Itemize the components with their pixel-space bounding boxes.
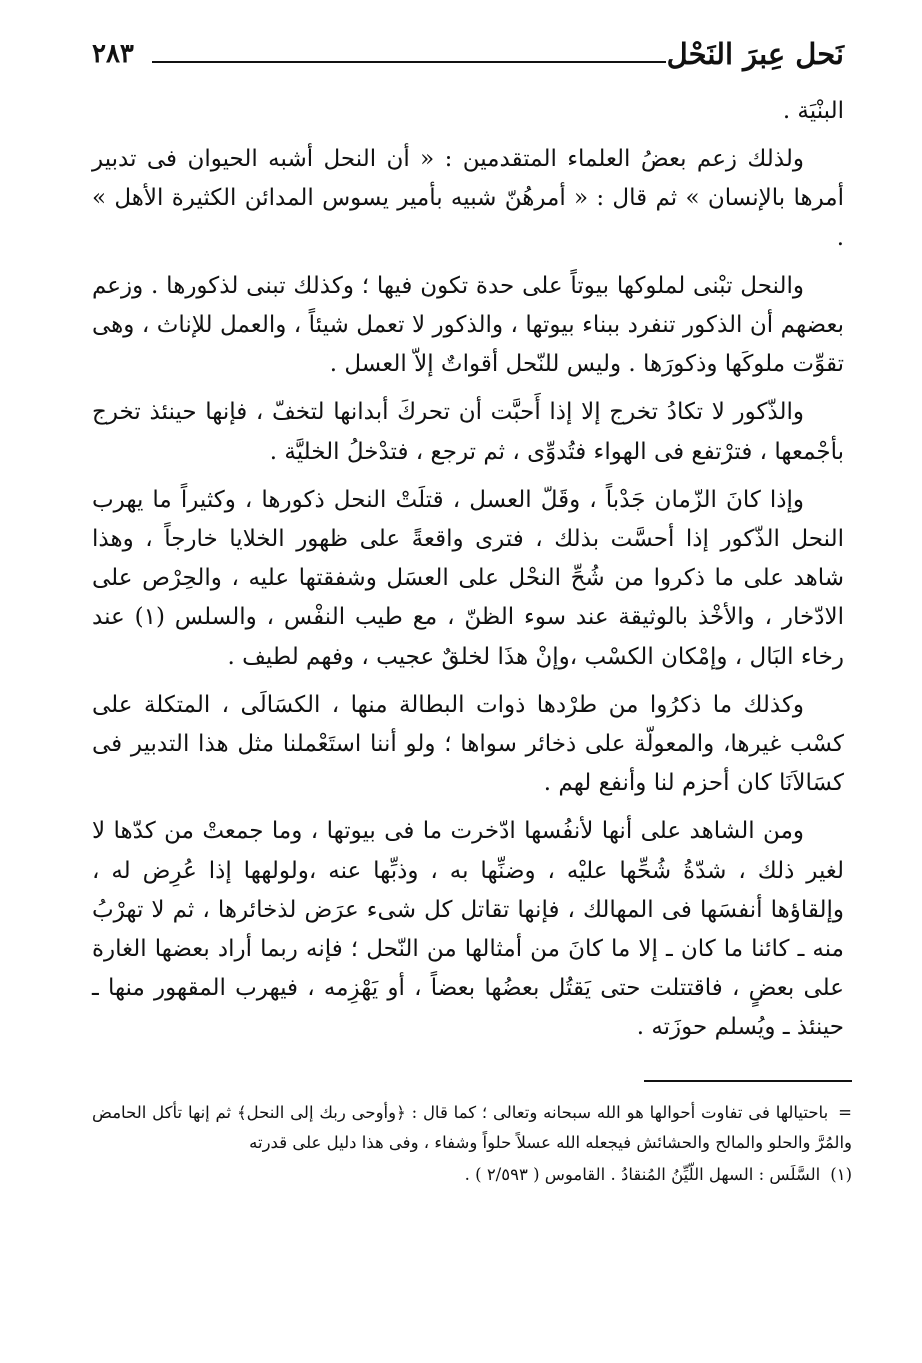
footnote-separator (644, 1080, 852, 1082)
footnote-text: السَّلَس : السهل اللّيِّنُ المُنقادُ . القاموس ( ٢/٥٩٣ ) . (464, 1165, 821, 1184)
paragraph: وإذا كانَ الزّمان جَدْباً ، وقَلّ العسل ، قتلَتْ النحل ذكورها ، وكثيراً ما يهرب النحل الذّكور إذا أحسَّت بذلك ، فترى واقعةً على ظهور الخلايا خارجاً ، وهذا شاهد على ما ذكروا من شُحِّ النحْل على العسَل وشفقتها عليه ، والحِرْص على الادّخار ، والأخْذ بالوثيقة عند سوء الظنّ ، مع طيب النفْس ، والسلس (١) عند رخاء البَال ، وإمْكان الكسْب ،وإنْ هذَا لخلقٌ عجيب ، وفهم لطيف . (92, 486, 844, 670)
paragraph: والنحل تبْنى لملوكها بيوتاً على حدة تكون فيها ؛ وكذلك تبنى لذكورها . وزعم بعضهم أن الذكور تنفرد ببناء بيوتها ، والذكور لا تعمل شيئاً ، والعمل للإناث ، وهى تقوِّت ملوكَها وذكورَها . وليس للنّحل أقواتٌ إلاّ العسل . (92, 272, 844, 378)
paragraph: والذّكور لا تكادُ تخرج إلا إذا أَحبَّت أن تحركَ أبدانها لتخفّ ، فإنها حينئذ تخرج بأجْمعها ، فترْتفع فى الهواء فتُدوِّى ، ثم ترجع ، فتدْخلُ الخليَّة . (92, 399, 844, 465)
header-rule (152, 61, 666, 63)
footnotes (92, 1098, 852, 1192)
running-title: نَحل عِبرَ النَحْل (666, 37, 844, 71)
footnote-marker: (١) (830, 1165, 852, 1184)
footnote-continuation (92, 1098, 852, 1158)
footnote-item (92, 1160, 852, 1190)
running-header (92, 34, 844, 78)
paragraph: ومن الشاهد على أنها لأنفُسها ادّخرت ما فى بيوتها ، وما جمعتْ من كدّها لا لغير ذلك ، شدّةُ شُحِّها عليْه ، وضنِّها به ، وذبِّها عنه ،ولولهها إذا عُرِض له ، وإلقاؤها أنفسَها فى المهالك ، فإنها تقاتل كل شىء عرَض لذخائرها ، ثم لا تهرْبُ منه ـ كائنا ما كان ـ إلا ما كانَ من أمثالها من النّحل ؛ فإنه ربما أراد بعضها الغارة على بعضٍ ، فاقتتلت حتى يَقتُل بعضُها بعضاً ، أو يَهْزِمه ، فيهرب المقهور منها ـ حينئذ ـ ويُسلم حوزَته . (92, 818, 844, 1041)
footnote-marker: = (838, 1103, 852, 1122)
main-text (92, 92, 844, 1057)
footnote-text: باحتيالها فى تفاوت أحوالها هو الله سبحانه وتعالى ؛ كما قال : ﴿وأوحى ربك إلى النحل﴾ ثم إنها تأكل الحامض والمُرَّ والحلو والمالح والحشائش فيجعله الله عسلاً حلواً وشفاء ، وفى هذا دليل على قدرته (92, 1103, 852, 1152)
page-number: ٢٨٣ (92, 39, 134, 69)
paragraph: وكذلك ما ذكرُوا من طرْدها ذوات البطالة منها ، الكسَالَى ، المتكلة على كسْب غيرها، والمعولّة على ذخائر سواها ؛ ولو أننا استَعْملنا مثل هذا التدبير فى كسَالاَنَا كان أحزم لنا وأنفع لهم . (92, 691, 844, 797)
paragraph: ولذلك زعم بعضُ العلماء المتقدمين : « أن النحل أشبه الحيوان فى تدبير أمرها بالإنسان » ثم قال : « أمرهُنّ شبيه بأمير يسوس المدائن الكثيرة الأهل » . (92, 146, 844, 251)
paragraph-continuation: البنْيَة . (782, 98, 844, 124)
